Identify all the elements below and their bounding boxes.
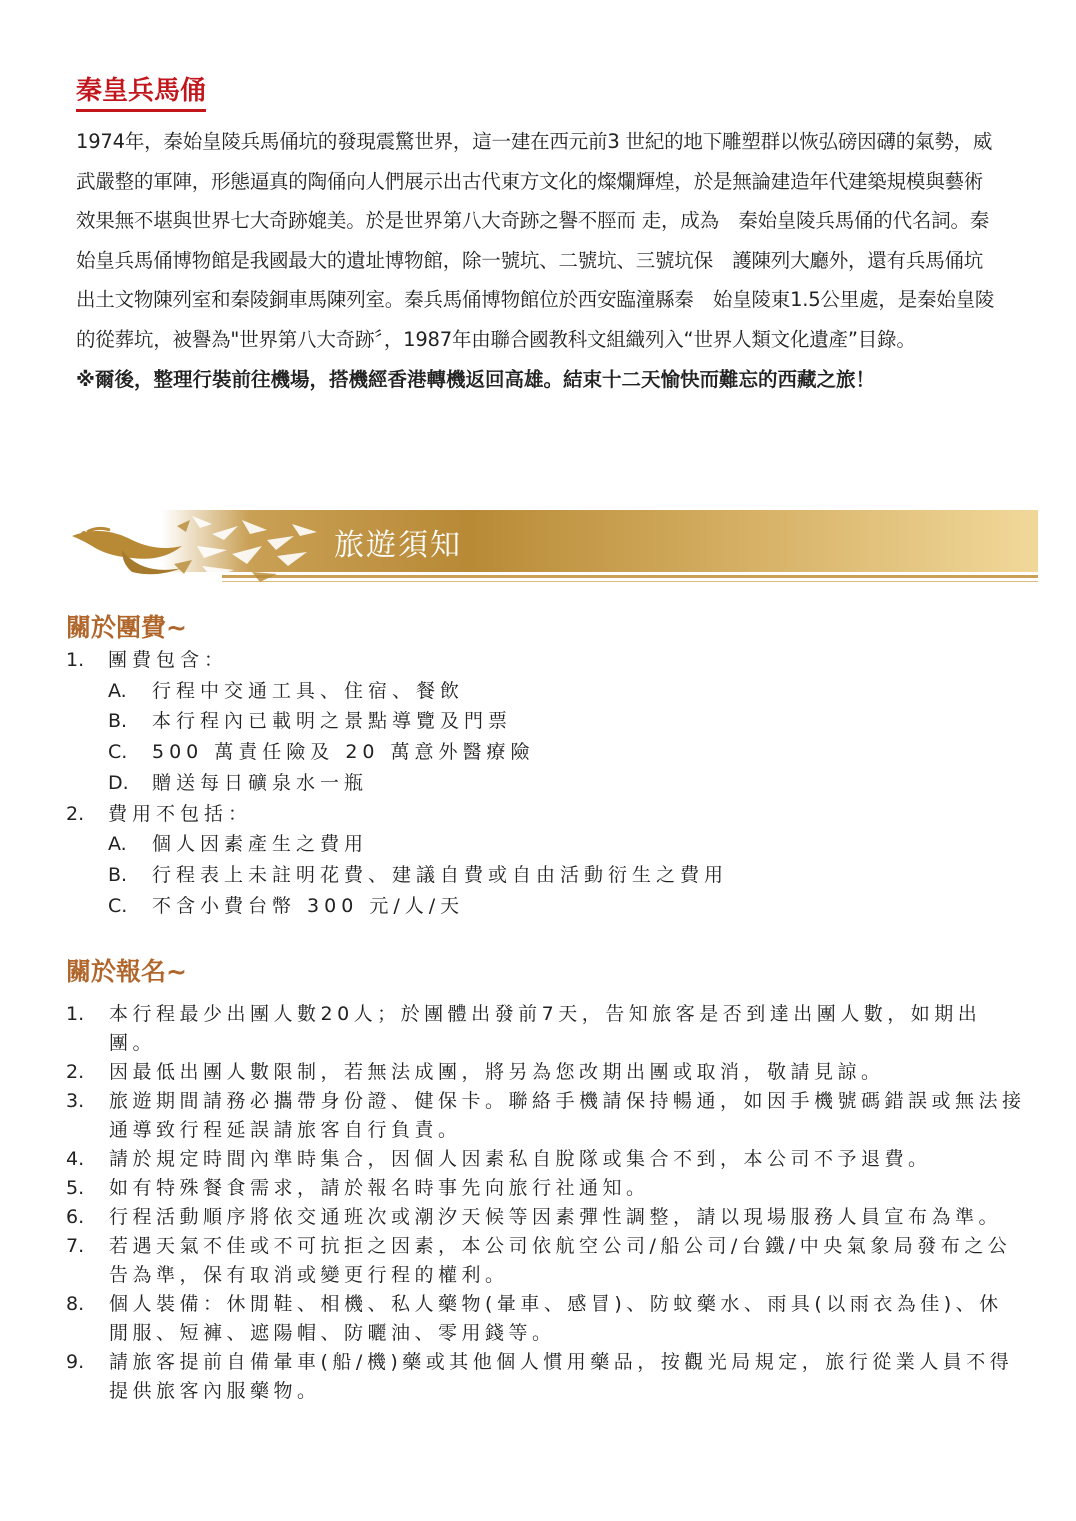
list-number: 5. [66, 1177, 85, 1199]
list-item [66, 799, 1026, 830]
banner-title: 旅遊須知 [334, 528, 462, 563]
list-label: 費用不包括： [108, 802, 253, 825]
list-item [66, 1000, 1026, 1058]
list-text: 如有特殊餐食需求，請於報名時事先向旅行社通知。 [109, 1177, 650, 1199]
list-item [66, 1348, 1026, 1406]
list-item [66, 1290, 1026, 1348]
sub-list-item [66, 676, 1026, 707]
sub-list-item [66, 891, 1026, 922]
sub-list-text: 不含小費台幣 300 元/人/天 [152, 894, 465, 917]
list-number: 3. [66, 1090, 85, 1112]
banner-rule-thin [222, 581, 1038, 582]
list-number: 4. [66, 1148, 85, 1170]
sub-list-item [66, 860, 1026, 891]
sub-list-text: 本行程內已載明之景點導覽及門票 [152, 710, 513, 733]
sub-list-text: 行程表上未註明花費、建議自費或自由活動衍生之費用 [152, 863, 729, 886]
fee-list [66, 645, 1026, 921]
list-number: 1. [66, 649, 85, 671]
list-text: 旅遊期間請務必攜帶身份證、健保卡。聯絡手機請保持暢通，如因手機號碼錯誤或無法接通導致行程延誤請旅客自行負責。 [109, 1090, 1026, 1141]
registration-section-title: 關於報名~ [66, 957, 187, 986]
list-text: 本行程最少出團人數20人；於團體出發前7天，告知旅客是否到達出團人數，如期出團。 [109, 1003, 982, 1054]
registration-list [66, 1000, 1026, 1406]
travel-notice-banner [62, 506, 1038, 586]
sub-list-text: 個人因素產生之費用 [152, 833, 369, 856]
list-number: 9. [66, 1351, 85, 1373]
sub-list-letter: B. [108, 710, 128, 733]
fee-section-title: 關於團費~ [66, 613, 187, 642]
list-number: 7. [66, 1235, 85, 1257]
list-item [66, 1232, 1026, 1290]
phoenix-logo-icon [62, 506, 342, 586]
sub-list-letter: C. [108, 894, 128, 917]
sub-list-letter: A. [108, 833, 127, 856]
list-item [66, 1145, 1026, 1174]
sub-list-text: 500 萬責任險及 20 萬意外醫療險 [152, 741, 535, 764]
sub-list-letter: B. [108, 863, 128, 886]
list-number: 2. [66, 1061, 85, 1083]
sub-list-text: 行程中交通工具、住宿、餐飲 [152, 679, 465, 702]
list-text: 行程活動順序將依交通班次或潮汐天候等因素彈性調整，請以現場服務人員宣布為準。 [109, 1206, 1003, 1228]
list-item [66, 645, 1026, 676]
sub-list-letter: C. [108, 741, 128, 764]
list-number: 8. [66, 1293, 85, 1315]
sub-list-letter: D. [108, 771, 129, 794]
list-text: 若遇天氣不佳或不可抗拒之因素，本公司依航空公司/船公司/台鐵/中央氣象局發布之公告為準，保有取消或變更行程的權利。 [109, 1235, 1012, 1286]
list-text: 請於規定時間內準時集合，因個人因素私自脫隊或集合不到，本公司不予退費。 [109, 1148, 932, 1170]
list-text: 個人裝備：休閒鞋、相機、私人藥物(暈車、感冒)、防蚊藥水、雨具(以雨衣為佳)、休閒服、短褲、遮陽帽、防曬油、零用錢等。 [109, 1293, 1003, 1344]
intro-title: 秦皇兵馬俑 [76, 70, 206, 112]
list-item [66, 1174, 1026, 1203]
list-number: 1. [66, 1003, 85, 1025]
sub-list-item [66, 706, 1026, 737]
intro-paragraph: 1974年，秦始皇陵兵馬俑坑的發現震驚世界，這一建在西元前3 世紀的地下雕塑群以恢弘磅因礴的氣勢，威武嚴整的軍陣，形態逼真的陶俑向人們展示出古代東方文化的燦爛輝煌，於是無論建造年代建築規模與藝術效果無不堪與世界七大奇跡媲美。於是世界第八大奇跡之譽不脛而 走，成為 秦始皇陵兵馬俑的代名詞。秦始皇兵馬俑博物館是我國最大的遺址博物館，除一號坑、二號坑、三號坑保 護陳列大廳外，還有兵馬俑坑出土文物陳列室和秦陵銅車馬陳列室。秦兵馬俑博物館位於西安臨潼縣秦 始皇陵東1.5公里處，是秦始皇陵的從葬坑，被譽為"世界第八大奇跡〞，1987年由聯合國教科文組織列入“世界人類文化遺產”目錄。 [76, 130, 995, 351]
list-item [66, 1087, 1026, 1145]
list-number: 6. [66, 1206, 85, 1228]
banner-rule [222, 575, 1038, 578]
list-text: 請旅客提前自備暈車(船/機)藥或其他個人慣用藥品，按觀光局規定，旅行從業人員不得提供旅客內服藥物。 [109, 1351, 1014, 1402]
sub-list-item [66, 768, 1026, 799]
sub-list-item [66, 829, 1026, 860]
list-text: 因最低出團人數限制，若無法成團，將另為您改期出團或取消，敬請見諒。 [109, 1061, 885, 1083]
list-item [66, 1203, 1026, 1232]
intro-note: ※爾後，整理行裝前往機場，搭機經香港轉機返回高雄。結束十二天愉快而難忘的西藏之旅！ [76, 367, 875, 391]
intro-section [76, 70, 996, 400]
sub-list-item [66, 737, 1026, 768]
list-label: 團費包含： [108, 649, 229, 671]
list-item [66, 1058, 1026, 1087]
sub-list-letter: A. [108, 679, 127, 702]
sub-list-text: 贈送每日礦泉水一瓶 [152, 771, 369, 794]
list-number: 2. [66, 802, 85, 825]
